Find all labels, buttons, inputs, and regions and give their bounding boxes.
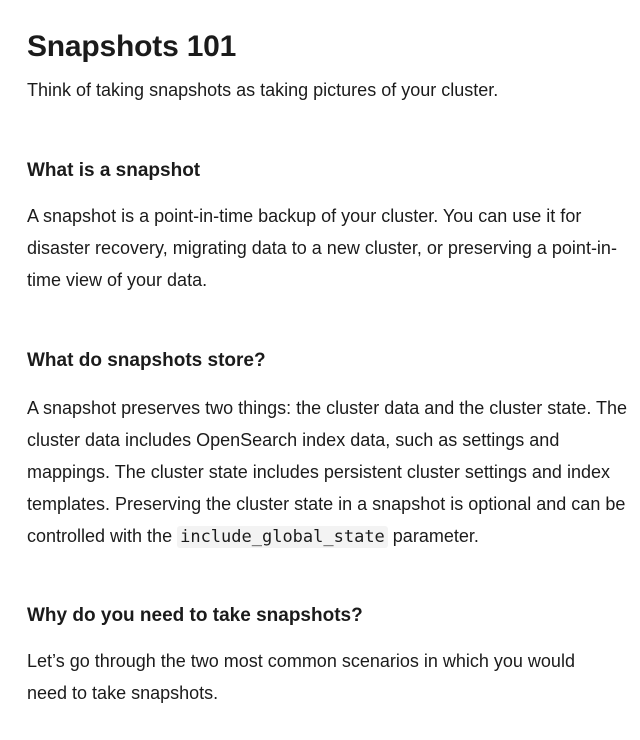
section-paragraph: A snapshot is a point-in-time backup of your cluster. You can use it for disaster recovery, migrating data to a new cluster, or preserving a point-in-time view of your data. (27, 206, 617, 290)
page-title: Snapshots 101 (27, 30, 237, 63)
paragraph-text: parameter. (387, 526, 479, 546)
section-heading: Why do you need to take snapshots? (27, 605, 363, 626)
section-why-take-snapshots (27, 602, 640, 630)
section-heading: What do snapshots store? (27, 350, 266, 371)
intro-paragraph: Think of taking snapshots as taking pictures of your cluster. (27, 80, 499, 100)
section-what-is-a-snapshot-body (27, 200, 632, 296)
section-what-do-snapshots-store (27, 347, 640, 375)
section-what-is-a-snapshot (27, 157, 640, 185)
section-paragraph (27, 392, 632, 553)
section-heading: What is a snapshot (27, 160, 201, 181)
section-what-do-snapshots-store-body (27, 392, 632, 553)
paragraph-text: A snapshot preserves two things: the cluster data and the cluster state. The cluster data includes OpenSearch index data, such as settings and mappings. The cluster state includes persistent cluster settings and index templates. Preserving the cluster state in a snapshot is optional and can be controlled with the (27, 398, 628, 546)
section-why-take-snapshots-body (27, 645, 614, 709)
section-paragraph: Let’s go through the two most common scenarios in which you would need to take snapshots. (27, 651, 575, 703)
inline-code: include_global_state (177, 526, 388, 548)
